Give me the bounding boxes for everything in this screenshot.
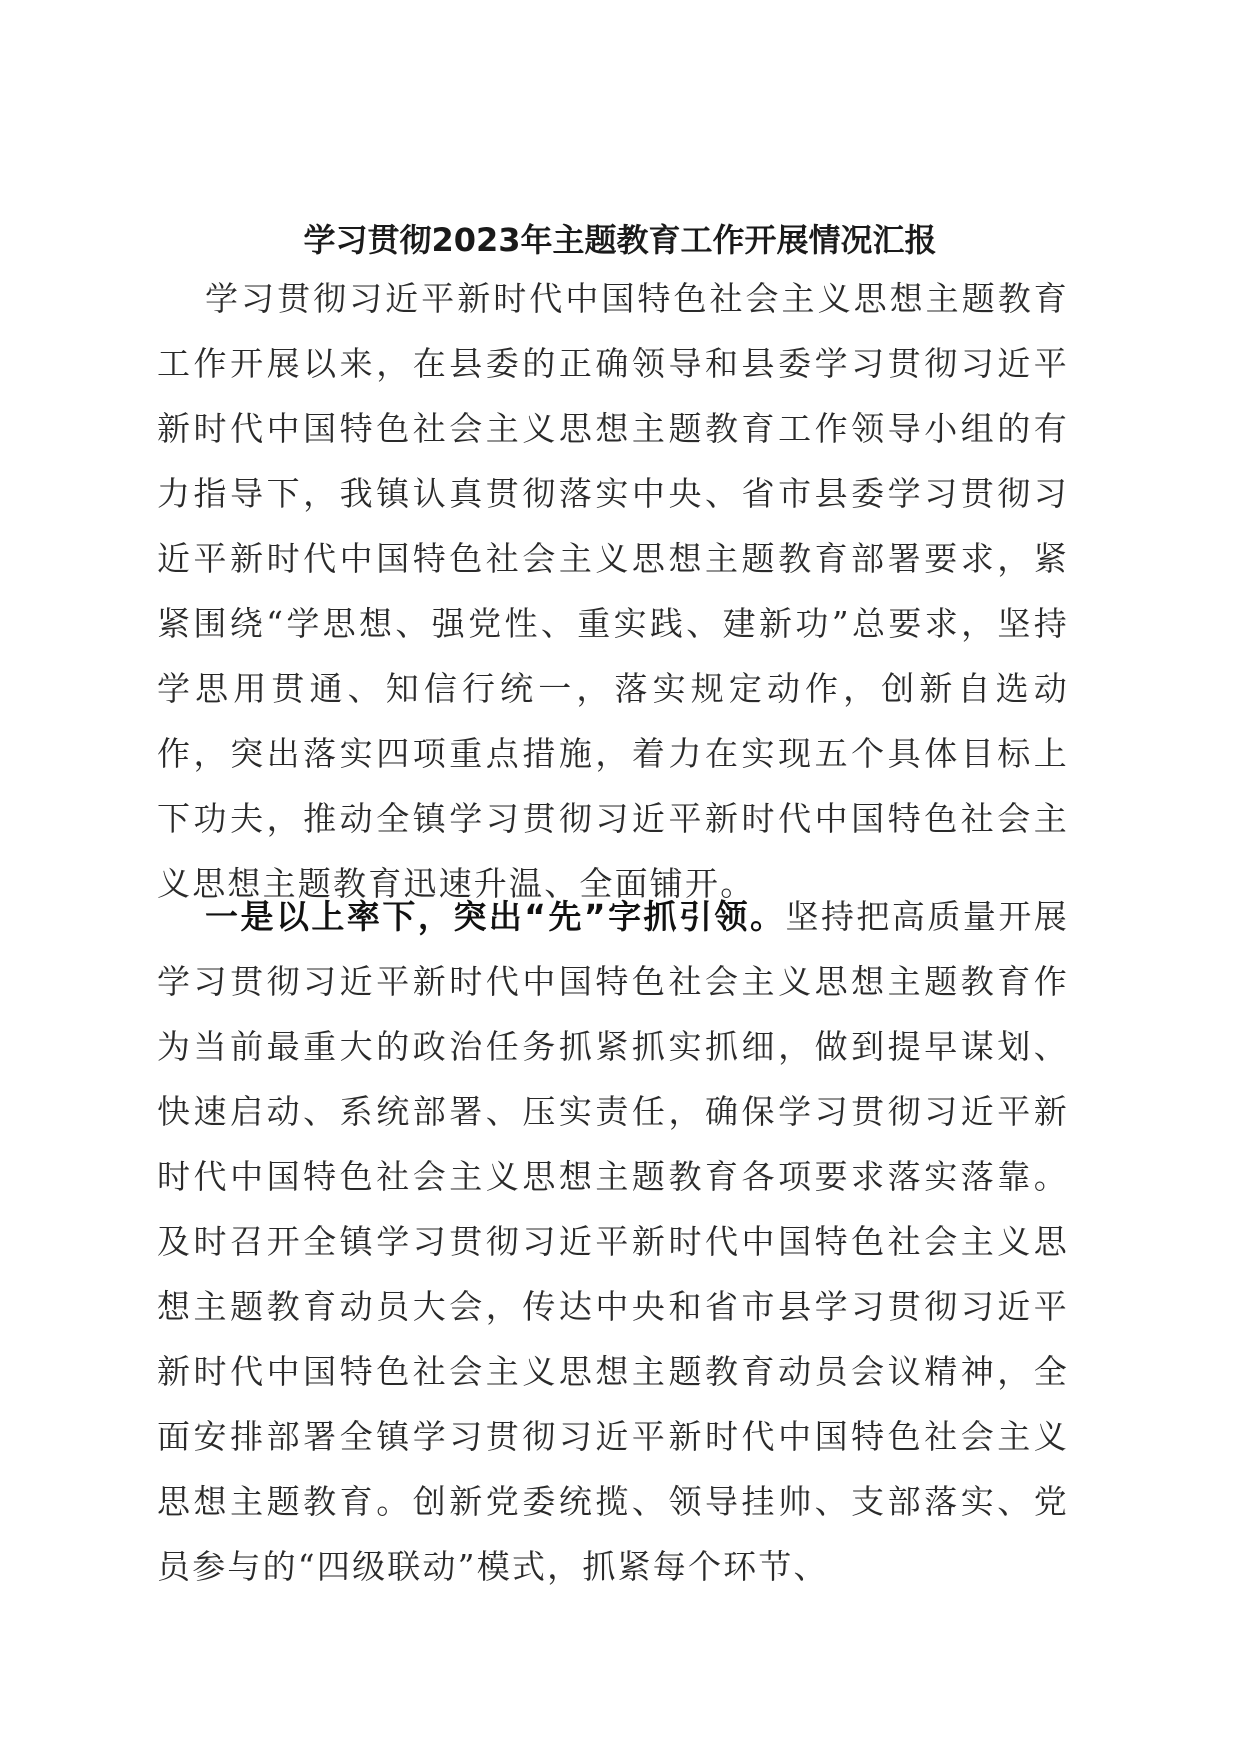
section-one-body: 坚持把高质量开展学习贯彻习近平新时代中国特色社会主义思想主题教育作为当前最重大的政治任务抓紧抓实抓细，做到提早谋划、快速启动、系统部署、压实责任，确保学习贯彻习近平新时代中国特色社会主义思想主题教育各项要求落实落靠。及时召开全镇学习贯彻习近平新时代中国特色社会主义思想主题教育动员大会，传达中央和省市县学习贯彻习近平新时代中国特色社会主义思想主题教育动员会议精神，全面安排部署全镇学习贯彻习近平新时代中国特色社会主义思想主题教育。创新党委统揽、领导挂帅、支部落实、党员参与的“四级联动”模式，抓紧每个环节、 xyxy=(157,897,1069,1586)
intro-paragraph: 学习贯彻习近平新时代中国特色社会主义思想主题教育工作开展以来，在县委的正确领导和县委学习贯彻习近平新时代中国特色社会主义思想主题教育工作领导小组的有力指导下，我镇认真贯彻落实中央、省市县委学习贯彻习近平新时代中国特色社会主义思想主题教育部署要求，紧紧围绕“学思想、强党性、重实践、建新功”总要求，坚持学思用贯通、知信行统一，落实规定动作，创新自选动作，突出落实四项重点措施，着力在实现五个具体目标上下功夫，推动全镇学习贯彻习近平新时代中国特色社会主义思想主题教育迅速升温、全面铺开。 xyxy=(157,279,1069,903)
document-title: 学习贯彻2023年主题教育工作开展情况汇报 xyxy=(303,221,937,259)
section-one-lead: 一是以上率下，突出“先”字抓引领。 xyxy=(205,897,786,936)
section-one-paragraph xyxy=(157,884,1069,1604)
